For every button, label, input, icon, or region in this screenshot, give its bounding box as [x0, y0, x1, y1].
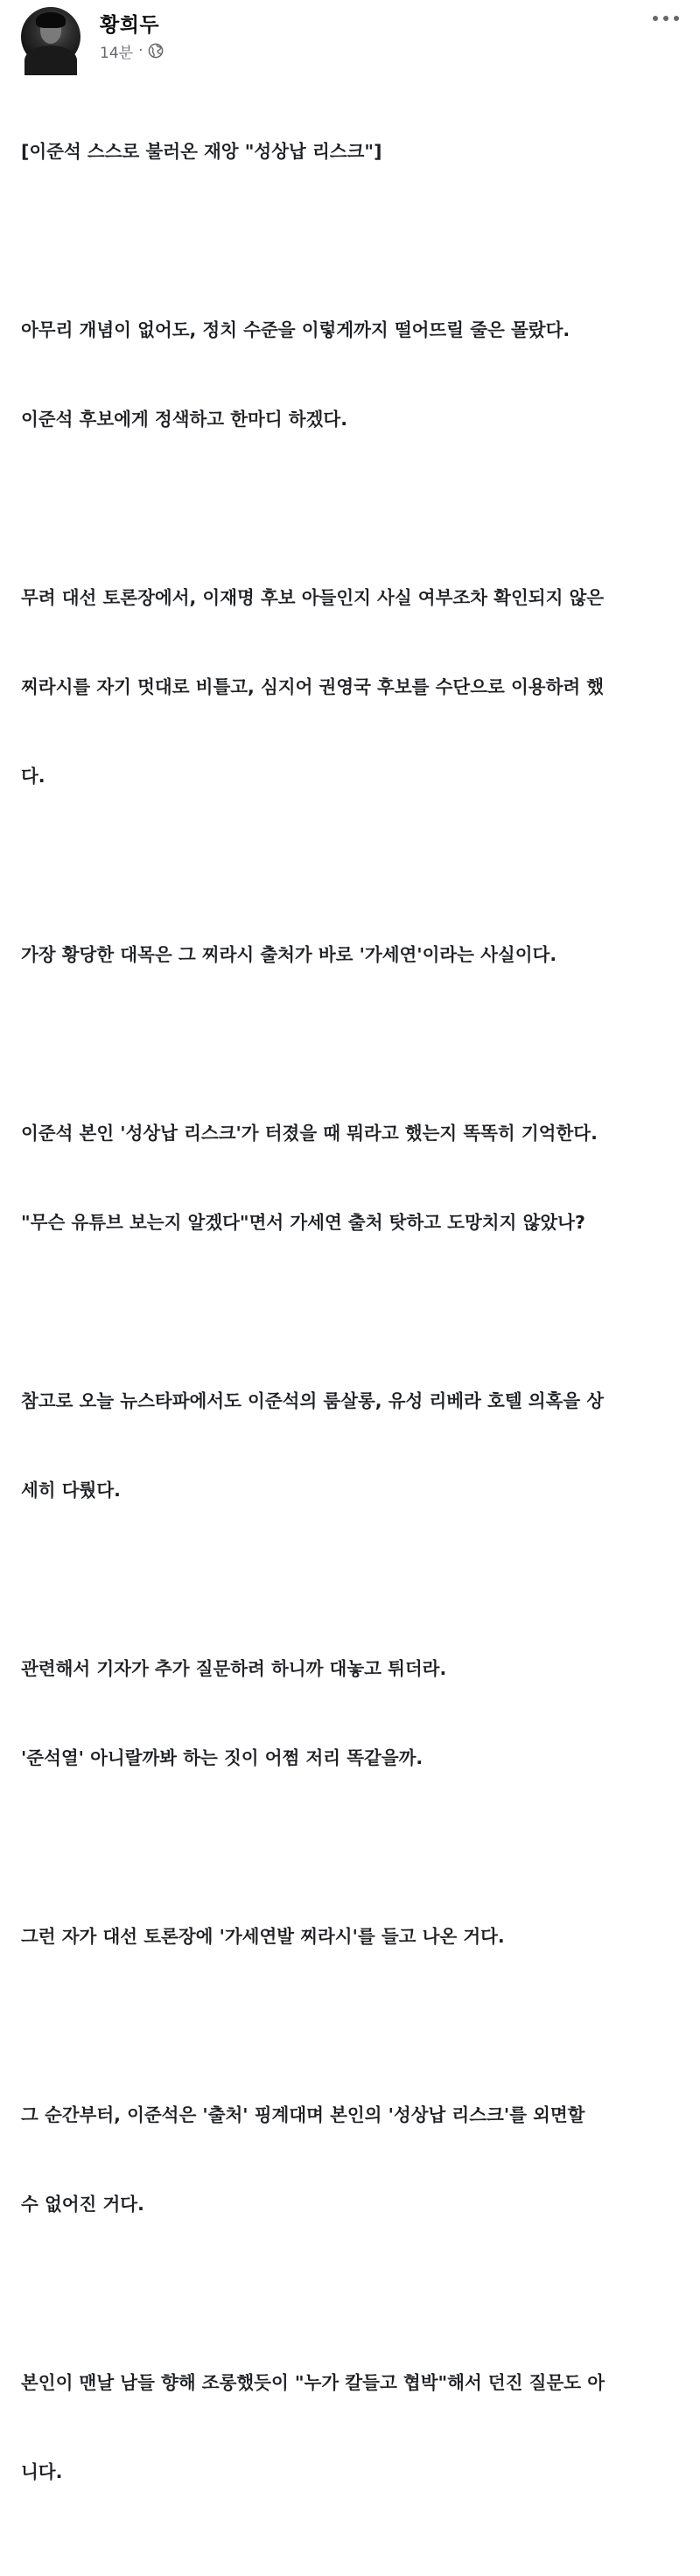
post-line: "무슨 유튜브 보는지 알겠다"면서 가세연 출처 탓하고 도망치지 않았나?: [21, 1212, 585, 1233]
more-dots-icon: [653, 16, 658, 21]
post-line: 그런 자가 대선 토론장에 '가세연발 찌라시'를 들고 나온 거다.: [21, 1926, 505, 1947]
post-line: 세히 다뤘다.: [21, 1480, 121, 1501]
post-paragraph: [21, 2308, 686, 2546]
post-paragraph: [21, 2040, 686, 2278]
post-line: 그 순간부터, 이준석은 '출처' 핑계대며 본인의 '성상납 리스크'를 외면할: [21, 2104, 585, 2125]
globe-icon[interactable]: [148, 43, 164, 59]
post-line: 본인이 맨날 남들 향해 조롱했듯이 "누가 칼들고 협박"해서 던진 질문도 아: [21, 2372, 606, 2393]
post-paragraph: [21, 77, 686, 226]
meta-separator: ·: [138, 42, 144, 60]
post-meta: [100, 40, 164, 61]
author-name[interactable]: 황희두: [100, 14, 160, 37]
post-line: 이준석 후보에게 정색하고 한마디 하겠다.: [21, 409, 347, 430]
avatar-shoulders: [24, 46, 77, 75]
post-line: [이준석 스스로 불러온 재앙 "성상납 리스크"]: [21, 141, 382, 162]
post-line: 참고로 오늘 뉴스타파에서도 이준석의 룸살롱, 유성 리베라 호텔 의혹을 상: [21, 1390, 605, 1411]
post-line: 다.: [21, 766, 46, 787]
post-line: 찌라시를 자기 멋대로 비틀고, 심지어 권영국 후보를 수단으로 이용하려 했: [21, 676, 605, 697]
post-paragraph: [21, 1594, 686, 1832]
post-line: 니다.: [21, 2461, 63, 2482]
post-paragraph: [21, 1326, 686, 1564]
avatar-hair: [36, 12, 66, 28]
more-dots-icon: [663, 16, 668, 21]
post-paragraph: [21, 1862, 686, 2011]
post-line: 관련해서 기자가 추가 질문하려 하니까 대놓고 튀더라.: [21, 1658, 447, 1679]
post-line: 이준석 본인 '성상납 리스크'가 터졌을 때 뭐라고 했는지 똑똑히 기억한다.: [21, 1123, 598, 1144]
post-paragraph: [21, 880, 686, 1029]
post-line: 가장 황당한 대목은 그 찌라시 출처가 바로 '가세연'이라는 사실이다.: [21, 944, 557, 965]
post-header: [0, 0, 700, 74]
post-body: [21, 77, 686, 2576]
post-paragraph: [21, 256, 686, 494]
post-paragraph: [21, 1059, 686, 1297]
post-paragraph: [21, 523, 686, 850]
post-time[interactable]: 14분: [100, 44, 134, 62]
more-dots-icon: [674, 16, 679, 21]
author-avatar[interactable]: [21, 7, 80, 66]
post-line: 무려 대선 토론장에서, 이재명 후보 아들인지 사실 여부조차 확인되지 않은: [21, 587, 605, 608]
post-line: '준석열' 아니랄까봐 하는 짓이 어쩜 저리 똑같을까.: [21, 1747, 424, 1768]
more-options-button[interactable]: [653, 12, 679, 24]
post-line: 수 없어진 거다.: [21, 2194, 144, 2215]
post-line: 아무리 개념이 없어도, 정치 수준을 이렇게까지 떨어뜨릴 줄은 몰랐다.: [21, 319, 570, 340]
